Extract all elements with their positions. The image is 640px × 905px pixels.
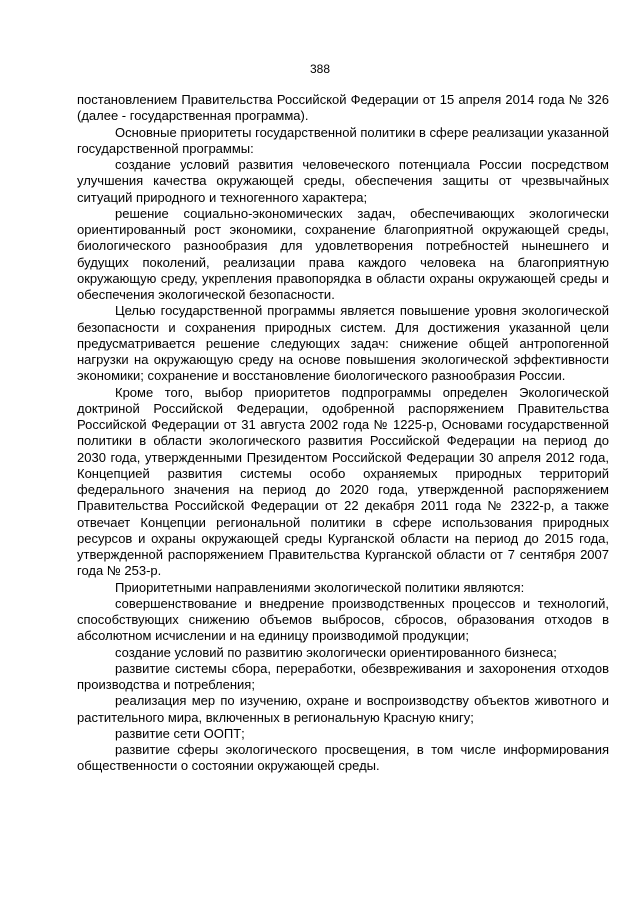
paragraph: совершенствование и внедрение производственных процессов и технологий, способствующих снижению объемов выбросов, сбросов, образования отходов в абсолютном исчислении и на единицу производимой продукции; (77, 595, 609, 644)
paragraph: развитие системы сбора, переработки, обезвреживания и захоронения отходов производства и потребления; (77, 660, 609, 692)
paragraph: Основные приоритеты государственной политики в сфере реализации указанной государственной программы: (77, 124, 609, 156)
paragraph: развитие сферы экологического просвещения, в том числе информирования общественности о состоянии окружающей среды. (77, 742, 609, 774)
paragraph: создание условий по развитию экологически ориентированного бизнеса; (115, 644, 557, 660)
document-body (77, 92, 609, 775)
paragraph: Приоритетными направлениями экологической политики являются: (115, 579, 525, 595)
paragraph: реализация мер по изучению, охране и воспроизводству объектов животного и растительного мира, включенных в региональную Красную книгу; (77, 693, 609, 725)
paragraph: развитие сети ООПТ; (115, 725, 245, 741)
page-number: 388 (309, 62, 331, 76)
paragraph: Целью государственной программы является повышение уровня экологической безопасности и сохранения природных систем. Для достижения указанной цели предусматривается решение следующих задач: снижение общей антропогенной нагрузки на окружающую среду на основе повышения экологической эффективности экономики; сохранение и восстановление биологического разнообразия России. (77, 303, 609, 384)
paragraph: решение социально-экономических задач, обеспечивающих экологически ориентированный рост экономики, сохранение благоприятной окружающей среды, биологического разнообразия для удовлетворения потребностей нынешнего и будущих поколений, реализации права каждого человека на благоприятную окружающую среду, укрепления правопорядка в области охраны окружающей среды и обеспечения экологической безопасности. (77, 205, 609, 302)
paragraph: Кроме того, выбор приоритетов подпрограммы определен Экологической доктриной Российской Федерации, одобренной распоряжением Правительства Российской Федерации от 31 августа 2002 года № 1225-р, Основами государственной политики в области экологического развития Российской Федерации на период до 2030 года, утвержденными Президентом Российской Федерации 30 апреля 2012 года, Концепцией развития системы особо охраняемых природных территорий федерального значения на период до 2020 года, утвержденной распоряжением Правительства Российской Федерации от 22 декабря 2011 года № 2322-р, а также отвечает Концепции региональной политики в сфере использования природных ресурсов и охраны окружающей среды Курганской области на период до 2015 года, утвержденной распоряжением Правительства Курганской области от 7 сентября 2007 года № 253-р. (77, 384, 609, 579)
paragraph: постановлением Правительства Российской Федерации от 15 апреля 2014 года № 326 (далее - государственная программа). (77, 92, 609, 124)
paragraph: создание условий развития человеческого потенциала России посредством улучшения качества окружающей среды, обеспечения защиты от чрезвычайных ситуаций природного и техногенного характера; (77, 157, 609, 205)
